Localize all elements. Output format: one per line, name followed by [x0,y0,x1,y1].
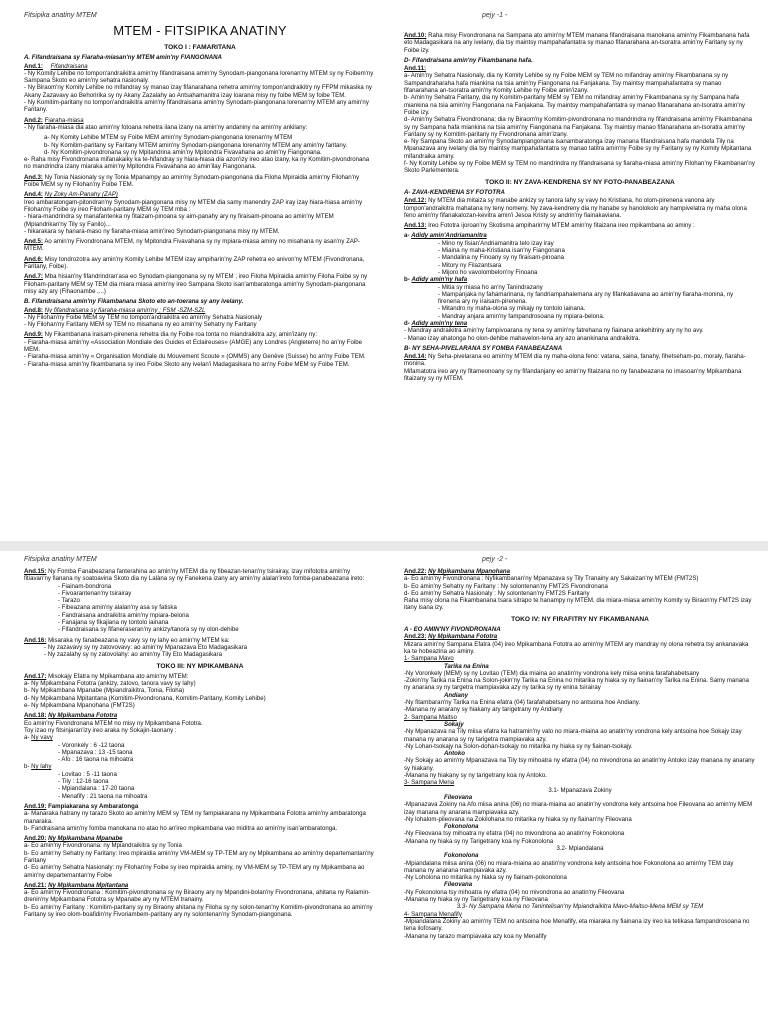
list-item: - Mpanazava : 13 -15 taona [58,748,133,756]
article-5: And.5: Ao amin'ny Fivondronana MTEM, ny Mpitondra Fivavahana sy ny mpiara-miasa aminy no misahana ny asan'ny ZAP-MTEM. [24,238,360,253]
page2-right-column [404,568,756,940]
paragraph: -Zokin'ny Tarika na Enina na Solon-jokin'ny Tarika na Enina no mitarika ny hiaka sy ny fiainan'ny Tarika na Enina. Samy manana ny anarana sy ny targetra mampiavaka azy ny tarika sy ny enina tsirairay [404,677,749,692]
article-13: And.13: Ireo Fototra ijoroan'ny Skotisma ampiharin'ny MTEM amin'ny fitaizana ireo mpikambana ao aminy : [404,222,695,230]
paragraph: -Ny Sokajy ao amin'ny Mpanazava na Tily tsy mihoatra ny efatra (04) no mivondrona ao anatin'ny Antoko izay manana ny anarany sy hiakany. [404,757,755,772]
list-b [404,284,756,320]
list-item: - Fibeazana amin'ny alalan'ny asa sy fatiska [58,604,177,612]
unit-heading: Fokonolona [444,852,479,860]
subsection-heading: 4- Sampana Menafify [404,910,462,918]
paragraph: -Ny Voronkely (MEM) sy ny Lovitao (TEM) dia miaina ao anatin'ny vondrona kely miisa enina farafahabetsany [404,669,700,677]
paragraph: -Ny Loholona no mitarika ny hiaka sy ny fiainam-pokonolona [404,874,567,882]
list-item: - Tarazo [58,597,80,605]
paragraph: -Ny lohalom-pileovana na Zokilohana no mitarika ny hiaka sy ny fiainan'ny Fileovana [404,815,632,823]
list-heading: b- Ny lahy [24,763,52,771]
paragraph: -Ny Mpanazava na Tily miisa efatra ka hatramin'ny valo no miara-miaina ao anatin'ny vondrona kely antsoina hoe Sokajy izay manana ny anarana sy ny tarigetra mampiavaka azy. [404,728,742,743]
list-item: - Miaina ny maha-Kristiana isan'ny Fiangonana [438,247,565,255]
article-12: And.12: Ny MTEM dia mitaiza sy manabe ankizy sy tanora lahy sy vavy ho Kristiana, ho olom-pirenena vanona ary tompon'andraikitra mahatana ny teny nomeny. Ny zava-kendreny dia ny hanabe sy hanolokolo ary hampivelatra ny maha olona feno amin'ny fifanakalozan-kevitra amin'i Jesoa Kristy sy andrin'ny fiainakaviana. [404,197,747,219]
unit-heading: Sokajy [444,720,464,728]
article-18: And.18: Ny Mpikambana Fototra Eo amin'ny Fivondronana MTEM no misy ny Mpikambana Fototra. Toy izao ny fitsinjaran'izy ireo araka ny Sokajin-taonany : a- Ny vavy [24,712,203,742]
article-16: And.16: Misaraka ny fanabeazana ny vavy sy ny lahy eo amin'ny MTEM ka: [24,636,230,644]
list-item: a- Ny Mpikambana Fototra (ankizy, zatovo, tanora vavy sy lahy) [24,680,196,688]
list-item: - Mitory ny Filazantsara [438,261,502,269]
article-2-item: a- Ny Komity Lehibe MTEM sy Foibe MEM amin'ny Synodam-piangonana lorenan'ny MTEM [44,134,293,142]
article-23: And.23: Ny Mpikambana Fototra Mizara amin'ny Sampana Efatra (04) ireo Mpikambana Fototra ao amin'ny MTEM ary mandray ny olona rehetra tsy ankanavaka ka te hobeazina ao aminy. [404,633,749,655]
chapter-heading: TOKO I : FAMARITANA [164,44,236,51]
article-2-item: e- Raha misy Fivondronana mifanakaiky ka te-hifandray sy hiara-hiasa dia azon'izy ireo atao izany, ka ny Komitim-pivondronana no mandrindra izany miaraka amin'ny Mpitondra Fivavahana ao amin'ilay Fiangonana. [24,156,370,171]
list-d [404,327,756,342]
article-1: And.1: Fifandraisana - Ny Komity Lehibe no tompon'andraikitra amin'ny fifandraisana amin'ny Synodam-piangonana lorenan'ny MTEM sy ny Foibem'ny Sampana Skoto eo amin'ny sehatra nasionaly. - Ny Biraom'ny Komity Lehibe no mifandray sy manao izay fifanarahana rehetra amin'ny tompon'andraikitry ny FFPM mikasika ny Akany Zazavavy ao Behoririka sy ny Akany Zazalahy ao Antsahamanitra izay loarana misy ny foibe MEM sy foibe TEM. - Ny Komitim-paritany no tompon'andraikitra amin'ny fifandraisana amin'ny Synodam-piangonana lorenan'ny MTEM any amin'ny Faritany. [24,62,374,114]
article-7: And.7: Mba hisian'ny fifandrindran'asa eo Synodam-piangonana sy ny MTEM ; ireo Filoha Mpiraidia amin'ny Filoha Foibe sy ny Filoham-paritany MEM sy TEM dia miara miasa amin'ny ireo Sampana Skoto isan'ambaratonga amin'ny Synodam-piangonana misy azy ary (Fihaonambe ,...) [24,273,368,295]
paragraph: -Manana ny anarany sy hiakany ary tarigetrany ny Andiany [404,706,563,714]
list-item: - Mandalina ny Finoany sy ny firaisam-pinoana [438,254,564,262]
chapter-heading: TOKO II: NY ZAVA-KENDRENA SY NY FOTO-PANABEAZANA [485,178,675,186]
subsection-heading: 1- Sampana Mavo [404,655,454,663]
page-separator [0,541,768,551]
page-header-title: Fitsipika anatiny MTEM [24,12,97,19]
list-item: - Mampanjaka ny fahamarinana, ny fandriampahalemana ary ny fifankatiavana ao amin'ny fiaraha-monina, ny firenena ary ny iraisam-pirenena. [438,290,734,306]
list-15 [24,583,376,634]
article-8: And.8: Ny fifandraisana sy fiaraha-miasa amin'ny ; FSM -SZM-SZL - Ny Filohan'ny Foibe MEM sy TEM no tompon'andraikitra eo amin'ny Sehatra Nasionaly - Ny Filohan'ny Faritany MEM sy TEM no misahana ny eo amin'ny Sehatry ny Faritany [24,306,263,329]
paragraph: -Manana ny tarazo mampiavaka azy koa ny Menafify [404,932,547,940]
list-item: - Voronkely : 6 -12 taona [58,741,125,749]
list-item: - Fiainam-bondrona [58,582,112,590]
list-item: - Mino ny fisian'Andriamanitra telo izay iray [438,239,554,247]
article-2: And.2: Fiaraha-miasa - Ny fiaraha-miasa dia atao amin'ny fotoana rehetra ilana izany na amin'ny andaniny na amin'ny ankilany: [24,116,308,131]
list-a [404,240,756,276]
unit-heading: Fokonolona [444,823,479,831]
section-heading: B. Fifandraisana amin'ny Fikambanana Skoto eto an-toerana sy any ivelany. [24,298,244,306]
unit-heading: Antoko [444,750,465,758]
paragraph: -Manana ny hiakany sy ny tarigetrany koa ny Antoko. [404,772,547,780]
paragraph: -Ny Fokonolona tsy mihoatra ny efatra (04) no mivondrona ao anatin'ny Fileovana [404,888,625,896]
section-heading: A. Fifandraisana sy Fiaraha-miasan'ny MTEM amin'ny FIANGONANA [24,54,222,62]
unit-heading: Fileovana [444,793,473,801]
list-heading: b- Adidy amin'ny hafa [404,276,468,284]
list-item: - Ny zazavavy sy ny zatovovavy: ao amin'ny Mpanazava Eto Madagasikara [44,643,248,651]
article-6: And.6: Misy tondrozotra avy amin'ny Komity Lehibe MTEM izay ampiharin'ny ZAP rehetra eo anivon'ny MTEM (Fivondronana, Faritany, Foibe). [24,255,365,271]
chapter-heading: TOKO III: NY MPIKAMBANA [156,662,244,670]
list-item: - Fandraisana andraikitra amin'ny mpiara-belona [58,611,189,619]
list-item: - Mandray anjara amin'ny fampandrosoana ny mpiara-belona. [438,312,605,320]
list-18b [24,771,376,800]
section-heading: A - EO AMIN'NY FIVONDRONANA [404,626,501,634]
document-title: MTEM - FITSIPIKA ANATINY [113,23,287,38]
page-number: pejy -2 - [482,556,508,563]
unit-heading: Tarika na Enina [444,662,489,670]
list-item: b- Ny Mpikambana Mpanabe (Mpiandraikitra, Tonia, Filoha) [24,687,185,695]
unit-heading: 3.3- Ny Sampana Mena no Tanintelisan'ny Mpiandraikitra Mavo-Maitso-Mena MEM sy TEM [456,903,704,911]
article-17: And.17: Misokajy Efatra ny Mpikambana ato amin'ny MTEM: [24,672,189,680]
list-16 [24,644,376,659]
section-heading: D- Fifandraisana amin'ny Fikambanana hafa. [404,56,533,64]
paragraph: -Mpiandalana Zokiny ao amin'ny TEM no antsoina hoe Menafify, eta miaraka ny fiainana izy ireo ka tetikasa fampandrosoana no tena ilofosany. [404,917,750,933]
list-item: - Mitandro ny maha-olona sy mikajy ny tontolo iainana. [438,305,586,313]
page-header-title: Fitsipika anatiny MTEM [24,556,97,563]
chapter-heading: TOKO IV: NY FIRAFITRY NY FIKAMBANANA [511,615,649,623]
article-15: And.15: Ny Fomba Fanabeazana fanterahina ao amin'ny MTEM dia ny fibeazan-tenan'ny tsirairay, izay mifototra amin'ny fitiavan'ny fianana ny soatoavina Skoto dia ny Lalàna sy ny Fanekena izany ary amin'ny alalan'ireto fomba-panabeazana ireto: [24,568,365,583]
subsection-heading: 3- Sampana Mena [404,779,455,787]
list-item: - Fanajana sy fikajiana ny tontolo iainana [58,619,169,627]
article-3: And.3: Ny Tonia Nasionaly sy ny Tonia Mpanampy ao amin'ny Synodam-piangonana dia Filoha Mpiraidia amin'ny Filohan'ny Foibe MEM sy ny Filohan'ny Foibe TEM. [24,173,360,189]
list-item: - Ny zazalahy sy ny zatovolahy: ao amin'ny Tily Eto Madagasikara [44,651,222,659]
paragraph: -Ny Lohan-tsokajy na Solon-dohan-tsokajy no mitarika ny hiaka sy ny fiainan-tsokajy. [404,742,633,750]
list-item: - Mandray andraikitra amin'ny fampivoarana ny tena sy amin'ny fatrehana ny fiainana ankehitriny ary ny ho avy. [404,327,704,335]
paragraph: -Ny Fileovana tsy mihoatra ny efatra (04) no mivondrona ao anatin'ny Fokonolona [404,830,625,838]
article-11: And.11: a- Amin'ny Sehatra Nasionaly, dia ny Komity Lehibe sy ny Foibe MEM sy TEM no mifandray amin'ny Fikambanana sy ny Sampandraharaha hafa miankina na tsia amin'ny Fiangonana na Fanjakana. Tsy maintsy mampahafantatra sy manao fifanarahana an-tsoratra amin'ny Komity Lehibe ny Foibe amin'izany. b- Amin'ny Sehatra Faritany, dia ny Komitim-paritany MEM sy TEM no mifandray amin'ny Fikambanana sy ny Sampana hafa miankina na tsia amin'ny Fiangonana na Fanjakana. Tsy maintsy mampahafantatra sy manao fifanarahana an-tsoratra amin'ny Foibe izy. d- Amin'ny Sehatra Fivondronana; dia ny Biraom'ny Komitim-pivondronana no mandrindra ny fifandraisana amin'ny Fikambanana sy ny Sampana hafa miankina na tsia amin'ny Fiangonana na Fanjakana. Tsy maintsy manao fifanarahana an-tsoratra amin'ny Faritany sy ny Komitim-paritany ny Fivondronana amin'izany. e- Ny Sampana Skoto ao amin'ny Synodampiangonana isanambaratonga izay manana fifandraisana hafa mandefa Tily na Mpanazava any ivelany dia tsy maintsy mampahafantatra sy manao tatitra amin'ny Foibe sy ny Faritany sy ny Komity Mpitantana mifandraika aminy. f- Ny Komity Lehibe sy ny Foibe MEM sy TEM no mandrindra ny fifandraisana sy fiaraha-miasa amin'ny Filohan'ny Fikambanan'ny Skoto Parlementera. [404,65,755,175]
article-9: And.9: Ny Fikambanana iraisam-pirenena rehetra dia ny Foibe roa tonta no miandraikitra azy, amin'izany ny: - Fiaraha-miasa amin'ny «Association Mondiale des Guides et Eclaireuses» (AMGE) any Londres (Angleterre) ho an'ny Foibe MEM. - Fiaraha-miasa amin'ny « Organisation Mondiale du Mouvement Scoute » (OMMS) any Genève (Suisse) ho an'ny Foibe TEM. - Fiaraha-miasa amin'ny fikambanana sy ireo Foibe Skoto any ivelan'i Madagasikara ho an'ny Foibe MEM sy Foibe TEM. [24,331,366,368]
list-item: - Tily : 12-16 taona [58,778,109,786]
article-14: And.14: Ny Seha-pivelarana eo amin'ny MTEM dia ny maha-olona feno: vatana, saina, fanahy, fihetseham-po, moraly, fiaraha-monina. Mifamatotra ireo ary ny fitameonoany sy ny fifandanjany eo amin'ny fitaizana no ny fanabeazana no imasoan'ny Mpikambana fitaizany sy ny MTEM. [404,353,746,383]
section-heading: B- NY SEHA-PIVELARANA SY FOMBA FANABEAZANA [404,344,563,352]
unit-heading: 3.1- Mpanazava Zokiny [548,786,612,794]
article-10: And.10: Raha misy Fivondronana na Sampana ato amin'ny MTEM manana fifandraisana manokana amin'ny Fikambanana hafa eto Madagasikara na any ivelany, dia tsy maintsy mampahafantatra sy manao fifanarahana an-tsoratra amin'ny Faritany sy ny Foibe izy. [404,32,750,54]
list-heading: d- Adidy amin'ny tena [404,319,468,327]
list-item: - Afo : 16 taona na mihoatra [58,756,134,764]
paragraph: -Mpanazava Zokiny na Afo miisa anina (06) no miara-miaina ao anatin'ny vondrona kely antsoina hoe Fileovana ao amin'ny MEM izay manana ny anarana mampiavaka azy. [404,801,753,816]
list-item: - Mpiandalana : 17-20 taona [58,785,135,793]
list-item: d- Ny Mpikambana Mpitantana (Komitim-Pivondronana, Komitim-Paritany, Komity Lehibe) [24,694,266,702]
list-17 [24,680,376,709]
unit-heading: Andiany [444,691,469,699]
article-2-item: b- Ny Komitim-paritany sy Faritany MTEM amin'ny Synodam-piangonana lorenan'ny MTEM any amin'ny faritany. [44,141,348,149]
article-20: And.20: Ny Mpikambana Mpanabe a- Eo amin'ny Fivondronana: ny Mpiandraikitra sy ny Tonia b- Eo amin'ny Sehatry ny Faritany: Ireo mpiraidia amin'ny VM-MEM sy TP-TEM ary ny Mpikambana ao amin'ny departemantan'ny Faritany d- Eo amin'ny Sehatra Nasionaly: ny Filohan'ny Foibe sy ireo mpiraidia aminy, ny VM-MEM sy TP-TEM ary ny Mpikambana ao amin'ny departemantan'ny Foibe [24,835,374,879]
unit-heading: Fileovana [444,881,473,889]
paragraph: -Mpiandalana miisa anina (06) no miara-miaina ao anatin'ny vondrona kely antsoina hoe Fokonolona ao amin'ny TEM izay manana ny anarana mampiavaka azy. [404,859,734,874]
list-item: e- Ny Mpikambana Mpanohana (FMT2S) [24,702,135,710]
article-4: And.4: Ny Zoky Am-Panahy (ZAP) Ireo ambaratongam-pitondran'ny Synodam-piangonana misy ny MTEM dia samy manendry ZAP iray izay hiara-hiasa amin'ny Filohan'ny Foibe sy ireo Filoham-paritany MEM sy TEM mba : - hiara-mandrindra sy manafantenka ny fitaizam-pinoana sy aim-panahy ary ny firaisam-pinoana ao amin'ny MTEM (Mpiandrikan'ny Tily sy Fanilo)... - hikarakara sy hanara-maso ny fiaraha-miasa amin'ireo Synodam-piangonana misy ny MTEM. [24,191,363,235]
list-item: - Mitia sy miasa ho an'ny Tanindrazany [438,283,543,291]
list-18a [24,742,376,764]
paragraph: -Manana ny hiaka sy ny Tarigetrany koa ny Fileovana [404,896,548,904]
page-number: pejy -1 - [482,12,508,19]
list-item: - Mijoro ho vavolombelon'ny Finoana [438,268,538,276]
subsection-heading: 2- Sampana Maitso [404,713,457,721]
article-22: And.22: Ny Mpikambana Mpanohana a- Eo amin'ny Fivondronana : Nyfikambanan'ny Mpanazava sy Tily Tranainy ary Sakaizan'ny MTEM (FMT2S) b- Eo amin'ny Sehatry ny Faritany : Ny solontenan'ny FMT2S Fivondronana d- Eo amin'ny Sehatra Nasionaly : Ny solontenan'ny FMT2S Faritany Raha misy olona na Fikambanana tsara sitrapo te hanampy ny MTEM, dia miara-miasa amin'ny Komity sy Biraon'ny FMT2S izay itany isana izy. [404,568,752,612]
page2-left-column [24,568,376,921]
list-item: - Menafify : 21 taona na mihoatra [58,792,148,800]
list-item: - Fivoarantenan'ny tsirairay [58,589,132,597]
paragraph: -Ny fitambaran'ny Tarika na Enina efatra (04) farafahabetsany no antsoina hoe Andiany. [404,699,641,707]
document-page-2 [0,552,768,1024]
section-heading: A- ZAVA-KENDRENA SY FOTOTRA [404,188,505,196]
unit-heading: 3.2- Mpiandalana [556,844,604,852]
article-19: And.19: Fampiakarana sy Ambaratonga a- Manaraka hatrany ny tarazo Skoto ao amin'ny MEM sy TEM ny fampiakarana ny Mpikambana Fototra amin'ny ambaratonga manaraka. b- Fandraisana amin'ny fomba manokana no atao ho an'ireo mpikambana vao miditra ao amin'ny isan'ambaratonga. [24,802,366,832]
article-21: And.21: Ny Mpikambana Mpitantana a- Eo amin'ny Fivondronana : Komitim-pivondronana sy ny Biraony ary ny Mpandini-bolan'ny Fivondronana, ahitana ny Ralamin-drenin'ny Mpikambana Fototra sy Mpanabe ary ny MTEM tranainy. b- Eo amin'ny Faritany : Komitim-paritany sy ny Biraony ahitana ny Filoha sy ny solon-tenan'ny Komitim-pivondronana ao amin'ny Faritany sy ireo olom-boafidin'ny Fivoriambem-paritany ary ny solontenan'ny Synodam-piangonana. [24,881,373,919]
list-item: - Lovitao : 5 -11 taona [58,770,117,778]
article-2-item: d- Ny Komitim-pivondronana sy ny Mpitandrina amin'ny Mpitondra Fivavahana ao amin'ny Fiangonana. [44,148,322,156]
list-heading: a- Adidy amin'Andriamanitra [404,232,487,240]
page1-left-column [24,24,376,371]
list-item: - Manao izay ahatonga ho olon-dehibe mahavelon-tena ary azo anankinana andraikitra. [404,334,641,342]
page1-right-column [404,32,756,385]
paragraph: -Manana ny hiaka sy ny Tarigetrany koa ny Fokonolona [404,837,554,845]
list-item: - Fifandraisana sy fifaneraseran'ny ankizy/tanora sy ny olon-dehibe [58,626,239,634]
